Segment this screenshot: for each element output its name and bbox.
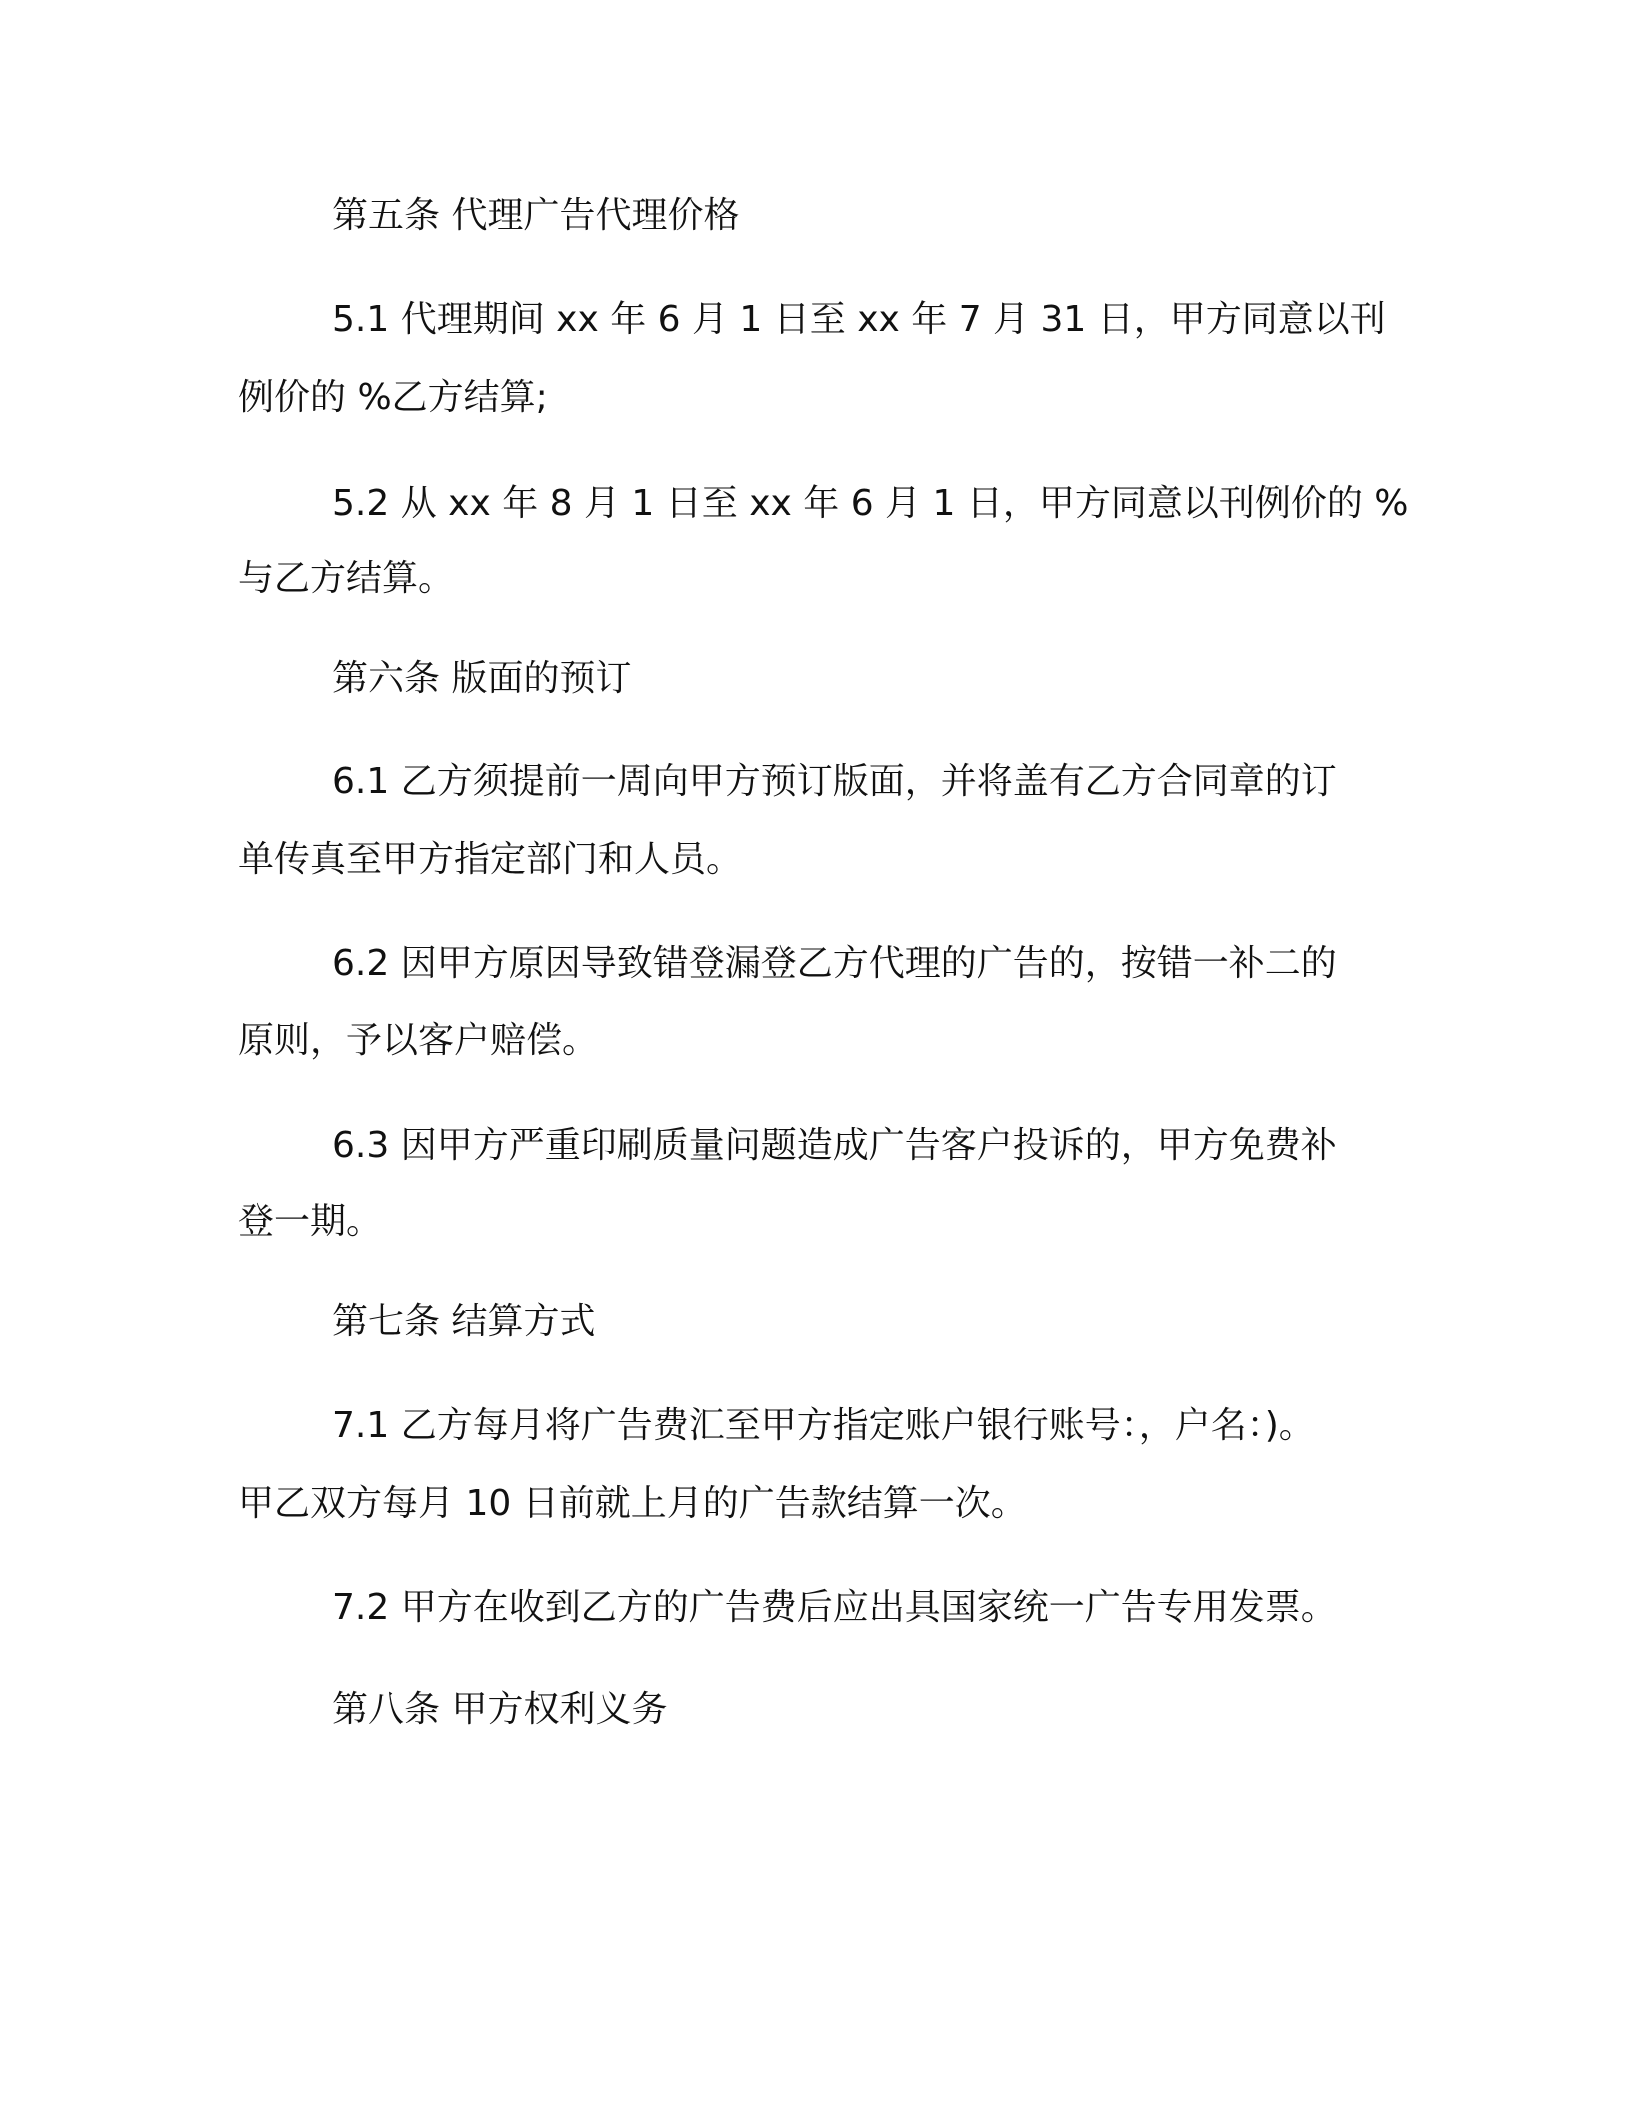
clause-6-3-line-2: 登一期。 xyxy=(238,1201,383,1242)
clause-5-1-line-2: 例价的 %乙方结算; xyxy=(238,377,548,418)
clause-6-2-line-2: 原则，予以客户赔偿。 xyxy=(238,1020,599,1061)
clause-5-2-line-2: 与乙方结算。 xyxy=(238,558,455,599)
article-7-heading: 第七条 结算方式 xyxy=(332,1301,596,1342)
clause-5-1-line-1: 5.1 代理期间 xx 年 6 月 1 日至 xx 年 7 月 31 日，甲方同意以刊 xyxy=(332,299,1386,340)
clause-7-2-line-1: 7.2 甲方在收到乙方的广告费后应出具国家统一广告专用发票。 xyxy=(332,1587,1337,1628)
article-5-heading: 第五条 代理广告代理价格 xyxy=(332,195,740,236)
clause-7-1-line-2: 甲乙双方每月 10 日前就上月的广告款结算一次。 xyxy=(238,1483,1027,1524)
clause-7-1-line-1: 7.1 乙方每月将广告费汇至甲方指定账户银行账号：，户名：)。 xyxy=(332,1405,1315,1446)
article-6-heading: 第六条 版面的预订 xyxy=(332,658,632,699)
clause-6-1-line-2: 单传真至甲方指定部门和人员。 xyxy=(238,839,743,880)
clause-6-3-line-1: 6.3 因甲方严重印刷质量问题造成广告客户投诉的，甲方免费补 xyxy=(332,1125,1337,1166)
clause-6-1-line-1: 6.1 乙方须提前一周向甲方预订版面，并将盖有乙方合同章的订 xyxy=(332,761,1337,802)
clause-6-2-line-1: 6.2 因甲方原因导致错登漏登乙方代理的广告的，按错一补二的 xyxy=(332,943,1337,984)
article-8-heading: 第八条 甲方权利义务 xyxy=(332,1689,668,1730)
clause-5-2-line-1: 5.2 从 xx 年 8 月 1 日至 xx 年 6 月 1 日，甲方同意以刊例价的 % xyxy=(332,483,1409,524)
